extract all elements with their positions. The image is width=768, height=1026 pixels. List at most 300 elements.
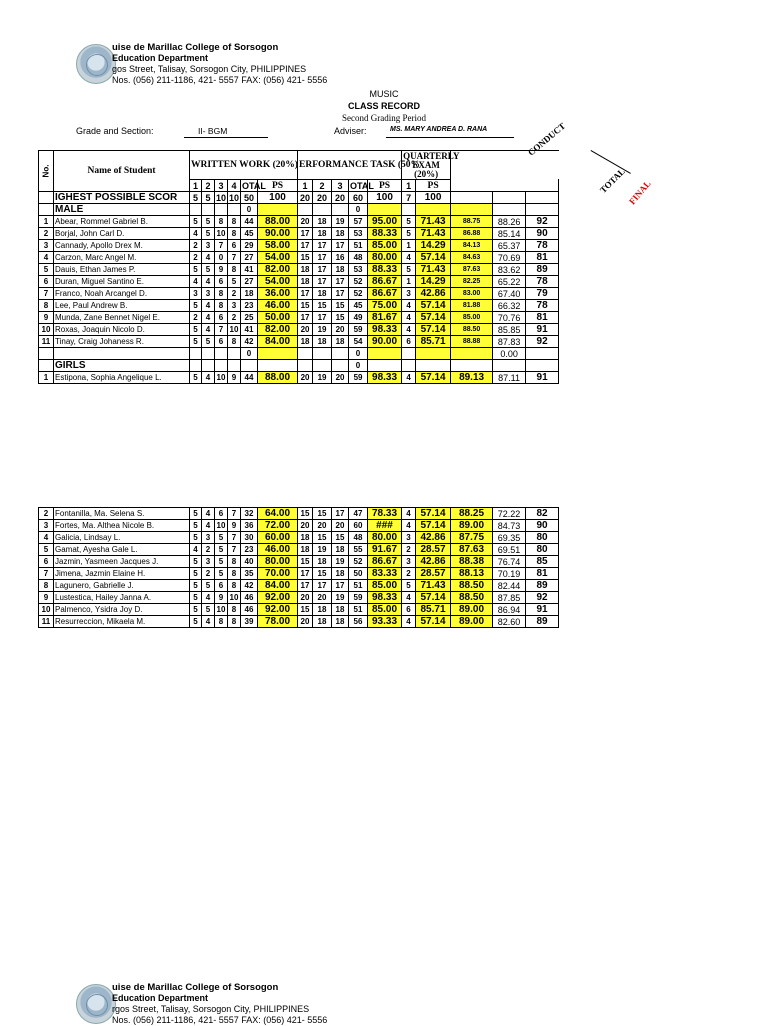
col-total-final bbox=[493, 151, 559, 192]
male-label: MALE bbox=[54, 204, 190, 216]
quarterly-ps: 57.14 bbox=[416, 616, 451, 628]
performance-score: 17 bbox=[298, 240, 313, 252]
quarterly-ps: 71.43 bbox=[416, 264, 451, 276]
performance-ps: 75.00 bbox=[368, 300, 402, 312]
written-score: 7 bbox=[215, 240, 228, 252]
quarterly-ps: 71.43 bbox=[416, 580, 451, 592]
written-score: 8 bbox=[228, 336, 241, 348]
final-grade: 91 bbox=[526, 324, 559, 336]
written-score: 2 bbox=[190, 312, 202, 324]
written-score: 3 bbox=[202, 532, 215, 544]
blank bbox=[368, 360, 402, 372]
written-ps: 46.00 bbox=[258, 544, 298, 556]
written-score: 4 bbox=[202, 592, 215, 604]
sub-header: PS bbox=[258, 180, 298, 192]
blank bbox=[228, 360, 241, 372]
performance-score: 19 bbox=[313, 372, 332, 384]
col-no: No. bbox=[39, 151, 54, 192]
conduct-ps: 89.00 bbox=[451, 604, 493, 616]
written-score: 6 bbox=[228, 240, 241, 252]
blank bbox=[451, 360, 493, 372]
total-grade: 85.85 bbox=[493, 324, 526, 336]
performance-score: 17 bbox=[313, 276, 332, 288]
performance-score: 45 bbox=[349, 300, 368, 312]
blank-ps bbox=[368, 204, 402, 216]
written-score: 36 bbox=[241, 520, 258, 532]
footer-school-logo bbox=[76, 984, 116, 1024]
written-ps: 82.00 bbox=[258, 264, 298, 276]
blank bbox=[332, 204, 349, 216]
hps-value: 60 bbox=[349, 192, 368, 204]
student-name: Resurreccion, Mikaela M. bbox=[54, 616, 190, 628]
written-ps: 36.00 bbox=[258, 288, 298, 300]
performance-score: 15 bbox=[298, 300, 313, 312]
row-number: 6 bbox=[39, 556, 54, 568]
student-row bbox=[39, 312, 559, 324]
adviser-value: MS. MARY ANDREA D. RANA bbox=[386, 126, 514, 138]
sub-header: OTAL bbox=[350, 180, 374, 191]
school-name: uise de Marillac College of Sorsogon bbox=[112, 42, 279, 53]
written-ps: 60.00 bbox=[258, 532, 298, 544]
quarterly-ps: 28.57 bbox=[416, 544, 451, 556]
performance-score: 18 bbox=[313, 616, 332, 628]
written-score: 5 bbox=[190, 264, 202, 276]
written-score: 4 bbox=[202, 276, 215, 288]
blank bbox=[402, 348, 416, 360]
blank bbox=[39, 348, 54, 360]
final-grade: 81 bbox=[526, 252, 559, 264]
total-grade: 87.83 bbox=[493, 336, 526, 348]
blank bbox=[526, 348, 559, 360]
written-ps: 70.00 bbox=[258, 568, 298, 580]
written-score: 5 bbox=[190, 372, 202, 384]
written-score: 4 bbox=[190, 228, 202, 240]
diagonal-rule bbox=[591, 150, 631, 174]
final-grade: 91 bbox=[526, 604, 559, 616]
final-grade: 81 bbox=[526, 568, 559, 580]
final-grade: 85 bbox=[526, 556, 559, 568]
conduct-ps: 86.88 bbox=[451, 228, 493, 240]
written-score: 7 bbox=[215, 324, 228, 336]
blank bbox=[526, 360, 559, 372]
written-score: 4 bbox=[202, 312, 215, 324]
performance-score: 18 bbox=[332, 604, 349, 616]
written-score: 5 bbox=[190, 336, 202, 348]
performance-score: 18 bbox=[332, 544, 349, 556]
student-row bbox=[39, 240, 559, 252]
written-score: 9 bbox=[215, 592, 228, 604]
performance-score: 15 bbox=[332, 532, 349, 544]
student-row bbox=[39, 604, 559, 616]
performance-score: 52 bbox=[349, 276, 368, 288]
student-name: Roxas, Joaquin Nicolo D. bbox=[54, 324, 190, 336]
row-number: 2 bbox=[39, 508, 54, 520]
zero-total: 0 bbox=[349, 360, 368, 372]
performance-score: 20 bbox=[332, 324, 349, 336]
quarterly-score: 4 bbox=[402, 372, 416, 384]
quarterly-ps: 71.43 bbox=[416, 216, 451, 228]
total-grade: 67.40 bbox=[493, 288, 526, 300]
performance-score: 19 bbox=[332, 556, 349, 568]
sub-header: 3 bbox=[215, 180, 228, 192]
quarterly-ps: 57.14 bbox=[416, 312, 451, 324]
performance-ps: 80.00 bbox=[368, 532, 402, 544]
blank bbox=[215, 204, 228, 216]
quarterly-ps: 57.14 bbox=[416, 520, 451, 532]
written-score: 5 bbox=[202, 336, 215, 348]
written-score: 10 bbox=[228, 324, 241, 336]
performance-score: 20 bbox=[298, 616, 313, 628]
student-name: Cannady, Apollo Drex M. bbox=[54, 240, 190, 252]
hps-no bbox=[39, 192, 54, 204]
hps-value: 7 bbox=[402, 192, 416, 204]
blank bbox=[215, 360, 228, 372]
performance-score: 17 bbox=[298, 312, 313, 324]
performance-score: 51 bbox=[349, 604, 368, 616]
written-score: 42 bbox=[241, 580, 258, 592]
quarterly-score: 4 bbox=[402, 252, 416, 264]
total-grade: 65.37 bbox=[493, 240, 526, 252]
sub-header: 1 bbox=[190, 180, 202, 192]
conduct-ps: 83.00 bbox=[451, 288, 493, 300]
student-row bbox=[39, 520, 559, 532]
conduct-ps: 88.50 bbox=[451, 324, 493, 336]
conduct-ps: 88.13 bbox=[451, 568, 493, 580]
performance-score: 51 bbox=[349, 240, 368, 252]
written-score: 2 bbox=[202, 568, 215, 580]
total-grade: 76.74 bbox=[493, 556, 526, 568]
performance-score: 17 bbox=[332, 580, 349, 592]
performance-score: 17 bbox=[332, 508, 349, 520]
performance-ps: 98.33 bbox=[368, 372, 402, 384]
blank-ps bbox=[258, 204, 298, 216]
performance-score: 18 bbox=[313, 228, 332, 240]
performance-ps: 93.33 bbox=[368, 616, 402, 628]
performance-score: 15 bbox=[298, 508, 313, 520]
footer-address: rgos Street, Talisay, Sorsogon City, PHILIPPINES bbox=[112, 1004, 310, 1014]
written-score: 8 bbox=[215, 216, 228, 228]
blank bbox=[190, 360, 202, 372]
written-score: 27 bbox=[241, 276, 258, 288]
performance-ps: 86.67 bbox=[368, 556, 402, 568]
final-grade: 89 bbox=[526, 580, 559, 592]
zero-total: 0 bbox=[349, 348, 368, 360]
blank-ps bbox=[451, 348, 493, 360]
performance-score: 19 bbox=[313, 324, 332, 336]
quarterly-score: 5 bbox=[402, 216, 416, 228]
performance-score: 20 bbox=[332, 372, 349, 384]
performance-score: 18 bbox=[298, 336, 313, 348]
student-name: Lagunero, Gabrielle J. bbox=[54, 580, 190, 592]
quarterly-ps: 85.71 bbox=[416, 336, 451, 348]
student-row bbox=[39, 568, 559, 580]
written-score: 42 bbox=[241, 336, 258, 348]
conduct-ps: 88.75 bbox=[451, 216, 493, 228]
hps-value: 100 bbox=[368, 192, 402, 204]
student-name: Fontanilla, Ma. Selena S. bbox=[54, 508, 190, 520]
blank bbox=[493, 360, 526, 372]
written-score: 46 bbox=[241, 604, 258, 616]
performance-score: 56 bbox=[349, 616, 368, 628]
col-conduct bbox=[451, 151, 493, 192]
col-name: Name of Student bbox=[54, 151, 190, 192]
performance-score: 16 bbox=[332, 252, 349, 264]
blank bbox=[298, 204, 313, 216]
written-score: 10 bbox=[215, 520, 228, 532]
written-ps: 92.00 bbox=[258, 592, 298, 604]
performance-score: 15 bbox=[298, 604, 313, 616]
student-name: Fortes, Ma. Althea Nicole B. bbox=[54, 520, 190, 532]
performance-score: 20 bbox=[298, 372, 313, 384]
quarterly-score: 4 bbox=[402, 324, 416, 336]
student-row bbox=[39, 616, 559, 628]
written-score: 9 bbox=[228, 520, 241, 532]
sub-header: 2 bbox=[202, 180, 215, 192]
girls-label: GIRLS bbox=[54, 360, 190, 372]
written-score: 5 bbox=[202, 264, 215, 276]
written-score: 2 bbox=[228, 312, 241, 324]
written-score: 4 bbox=[202, 300, 215, 312]
written-score: 3 bbox=[202, 240, 215, 252]
final-grade: 78 bbox=[526, 276, 559, 288]
written-score: 2 bbox=[202, 544, 215, 556]
student-row bbox=[39, 544, 559, 556]
total-grade: 65.22 bbox=[493, 276, 526, 288]
performance-ps: 90.00 bbox=[368, 336, 402, 348]
written-score: 8 bbox=[228, 228, 241, 240]
conduct-ps: 88.38 bbox=[451, 556, 493, 568]
quarterly-score: 6 bbox=[402, 336, 416, 348]
written-score: 4 bbox=[202, 616, 215, 628]
blank bbox=[332, 348, 349, 360]
written-ps: 88.00 bbox=[258, 372, 298, 384]
performance-score: 51 bbox=[349, 580, 368, 592]
written-score: 5 bbox=[228, 276, 241, 288]
total-grade: 70.19 bbox=[493, 568, 526, 580]
conduct-ps: 84.63 bbox=[451, 252, 493, 264]
written-score: 5 bbox=[215, 556, 228, 568]
performance-ps: 91.67 bbox=[368, 544, 402, 556]
sub-header: 1 bbox=[402, 180, 416, 192]
written-score: 8 bbox=[228, 616, 241, 628]
written-score: 5 bbox=[202, 216, 215, 228]
written-score: 5 bbox=[190, 604, 202, 616]
performance-score: 20 bbox=[298, 592, 313, 604]
quarterly-ps: 71.43 bbox=[416, 228, 451, 240]
student-name: Franco, Noah Arcangel D. bbox=[54, 288, 190, 300]
written-ps: 54.00 bbox=[258, 252, 298, 264]
written-score: 45 bbox=[241, 228, 258, 240]
blank bbox=[258, 360, 298, 372]
performance-score: 50 bbox=[349, 568, 368, 580]
written-ps: 78.00 bbox=[258, 616, 298, 628]
written-score: 5 bbox=[190, 324, 202, 336]
total-grade: 83.62 bbox=[493, 264, 526, 276]
final-grade: 89 bbox=[526, 264, 559, 276]
total-grade: 0.00 bbox=[493, 348, 526, 360]
conduct-ps: 82.25 bbox=[451, 276, 493, 288]
written-score: 6 bbox=[215, 508, 228, 520]
performance-score: 53 bbox=[349, 264, 368, 276]
adviser-label: Adviser: bbox=[334, 126, 367, 136]
written-score: 8 bbox=[215, 288, 228, 300]
record-title: CLASS RECORD bbox=[347, 101, 420, 111]
performance-score: 52 bbox=[349, 556, 368, 568]
written-score: 18 bbox=[241, 288, 258, 300]
conduct-ps: 88.50 bbox=[451, 580, 493, 592]
written-score: 8 bbox=[228, 556, 241, 568]
conduct-ps: 88.88 bbox=[451, 336, 493, 348]
written-score: 5 bbox=[202, 228, 215, 240]
written-score: 5 bbox=[190, 300, 202, 312]
footer-phone: Nos. (056) 211-1186, 421- 5557 FAX: (056) 421- 5556 bbox=[112, 1015, 328, 1025]
student-name: Lee, Paul Andrew B. bbox=[54, 300, 190, 312]
hps-blank bbox=[493, 192, 526, 204]
performance-score: 57 bbox=[349, 216, 368, 228]
blank bbox=[313, 204, 332, 216]
performance-score: 48 bbox=[349, 252, 368, 264]
performance-ps: 86.67 bbox=[368, 276, 402, 288]
performance-ps: 95.00 bbox=[368, 216, 402, 228]
student-name: Gamat, Ayesha Gale L. bbox=[54, 544, 190, 556]
department: Education Department bbox=[112, 53, 209, 63]
hps-value: 10 bbox=[216, 192, 227, 203]
blank bbox=[493, 204, 526, 216]
performance-score: 18 bbox=[298, 532, 313, 544]
performance-score: 18 bbox=[298, 544, 313, 556]
blank-ps bbox=[416, 348, 451, 360]
quarterly-ps: 14.29 bbox=[416, 240, 451, 252]
blank-ps bbox=[258, 348, 298, 360]
performance-score: 20 bbox=[332, 520, 349, 532]
hps-value: 5 bbox=[202, 192, 215, 204]
written-score: 5 bbox=[190, 532, 202, 544]
blank bbox=[228, 204, 241, 216]
row-number: 3 bbox=[39, 520, 54, 532]
written-ps: 58.00 bbox=[258, 240, 298, 252]
total-grade: 70.76 bbox=[493, 312, 526, 324]
hps-label: IGHEST POSSIBLE SCOR bbox=[54, 192, 190, 204]
hps-value: 20 bbox=[332, 192, 349, 204]
student-row bbox=[39, 216, 559, 228]
written-score: 35 bbox=[241, 568, 258, 580]
conduct-ps: 87.63 bbox=[451, 264, 493, 276]
zero-total: 0 bbox=[241, 348, 258, 360]
quarterly-ps: 42.86 bbox=[416, 532, 451, 544]
quarterly-ps: 57.14 bbox=[416, 300, 451, 312]
written-score: 7 bbox=[228, 508, 241, 520]
written-ps: 90.00 bbox=[258, 228, 298, 240]
written-score: 5 bbox=[202, 604, 215, 616]
quarterly-ps: 42.86 bbox=[416, 288, 451, 300]
written-score: 9 bbox=[215, 264, 228, 276]
grade-label: Grade and Section: bbox=[76, 126, 154, 136]
row-number: 10 bbox=[39, 324, 54, 336]
class-record-table bbox=[38, 150, 559, 384]
blank bbox=[54, 348, 190, 360]
blank bbox=[313, 348, 332, 360]
sub-header: OTAL bbox=[242, 180, 266, 191]
quarterly-ps: 57.14 bbox=[416, 252, 451, 264]
hps-value: 5 bbox=[190, 192, 202, 204]
performance-score: 19 bbox=[332, 592, 349, 604]
performance-score: 17 bbox=[313, 240, 332, 252]
row-number: 3 bbox=[39, 240, 54, 252]
footer-department: Education Department bbox=[112, 993, 209, 1003]
hps-value: 20 bbox=[313, 192, 332, 204]
performance-score: 15 bbox=[298, 252, 313, 264]
total-grade: 66.32 bbox=[493, 300, 526, 312]
written-ps: 54.00 bbox=[258, 276, 298, 288]
written-score: 2 bbox=[190, 240, 202, 252]
performance-ps: 81.67 bbox=[368, 312, 402, 324]
performance-score: 55 bbox=[349, 544, 368, 556]
performance-score: 49 bbox=[349, 312, 368, 324]
performance-score: 15 bbox=[298, 556, 313, 568]
performance-ps: 85.00 bbox=[368, 604, 402, 616]
student-name: Duran, Miguel Santino E. bbox=[54, 276, 190, 288]
row-number: 8 bbox=[39, 580, 54, 592]
final-grade: 92 bbox=[526, 216, 559, 228]
written-score: 5 bbox=[190, 616, 202, 628]
student-row bbox=[39, 252, 559, 264]
written-score: 5 bbox=[190, 508, 202, 520]
blank bbox=[202, 204, 215, 216]
blank bbox=[298, 360, 313, 372]
sub-header: PS bbox=[368, 180, 402, 192]
performance-score: 52 bbox=[349, 288, 368, 300]
total-grade: 87.11 bbox=[493, 372, 526, 384]
total-grade: 84.73 bbox=[493, 520, 526, 532]
written-score: 32 bbox=[241, 508, 258, 520]
student-row bbox=[39, 580, 559, 592]
performance-score: 17 bbox=[298, 228, 313, 240]
student-name: Abear, Rommel Gabriel B. bbox=[54, 216, 190, 228]
performance-score: 17 bbox=[298, 568, 313, 580]
written-score: 5 bbox=[190, 580, 202, 592]
performance-score: 18 bbox=[332, 568, 349, 580]
written-ps: 92.00 bbox=[258, 604, 298, 616]
student-name: Borjal, John Carl D. bbox=[54, 228, 190, 240]
written-score: 2 bbox=[190, 252, 202, 264]
student-row bbox=[39, 288, 559, 300]
written-score: 46 bbox=[241, 592, 258, 604]
written-score: 8 bbox=[228, 580, 241, 592]
blank bbox=[298, 348, 313, 360]
quarterly-score: 1 bbox=[402, 276, 416, 288]
col-written: WRITTEN WORK (20%) bbox=[190, 151, 298, 180]
written-score: 8 bbox=[228, 568, 241, 580]
written-score: 8 bbox=[215, 616, 228, 628]
written-score: 27 bbox=[241, 252, 258, 264]
row-number: 7 bbox=[39, 288, 54, 300]
written-score: 4 bbox=[190, 544, 202, 556]
performance-score: 18 bbox=[332, 264, 349, 276]
conduct-ps: 85.00 bbox=[451, 312, 493, 324]
written-score: 4 bbox=[190, 276, 202, 288]
performance-score: 15 bbox=[332, 312, 349, 324]
written-score: 44 bbox=[241, 216, 258, 228]
performance-ps: 85.00 bbox=[368, 240, 402, 252]
blank bbox=[313, 360, 332, 372]
performance-score: 17 bbox=[298, 580, 313, 592]
grade-value: II- BGM bbox=[184, 126, 268, 138]
performance-ps: ### bbox=[368, 520, 402, 532]
quarterly-score: 3 bbox=[402, 288, 416, 300]
final-grade: 78 bbox=[526, 240, 559, 252]
student-name: Jazmin, Yasmeen Jacques J. bbox=[54, 556, 190, 568]
row-number: 9 bbox=[39, 592, 54, 604]
